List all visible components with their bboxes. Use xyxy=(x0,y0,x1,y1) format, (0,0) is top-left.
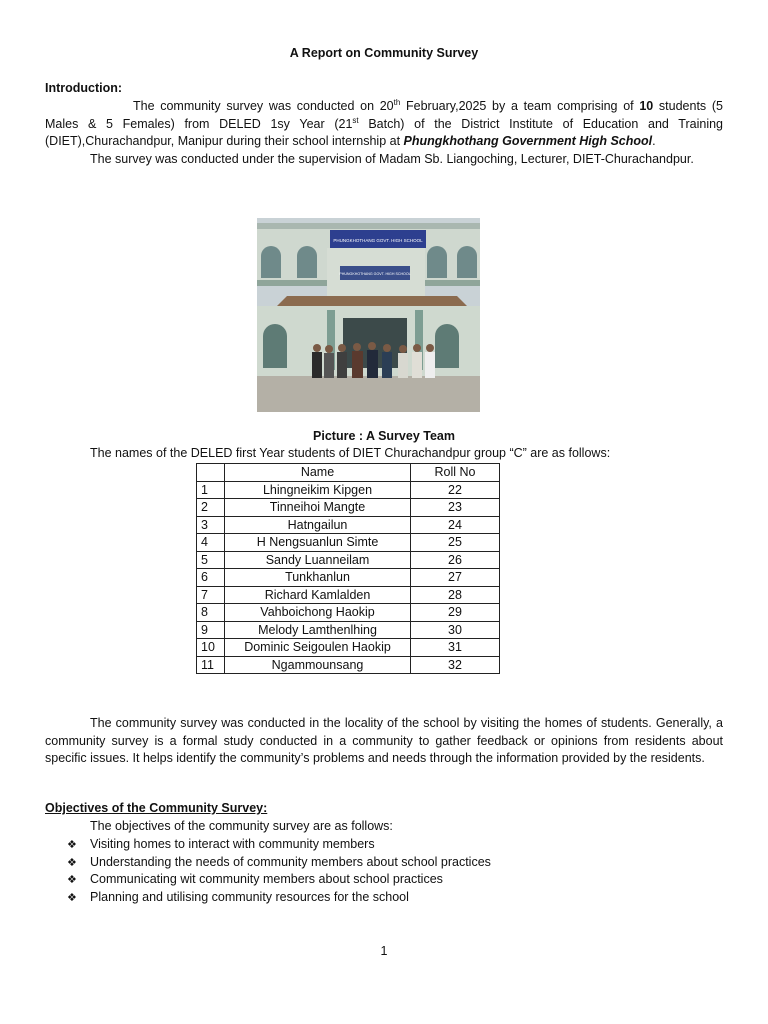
serial-cell: 10 xyxy=(197,639,225,657)
photo-sign-main: PHUNGKHOTHANG GOVT. HIGH SCHOOL xyxy=(333,238,423,243)
name-cell: Sandy Luanneilam xyxy=(225,551,411,569)
header-roll: Roll No xyxy=(411,464,500,482)
introduction-paragraph xyxy=(45,98,723,168)
intro-sup-2: st xyxy=(352,115,359,125)
roll-cell: 32 xyxy=(411,656,500,674)
table-row xyxy=(197,551,500,569)
name-cell: Tunkhanlun xyxy=(225,569,411,587)
list-item xyxy=(67,871,491,889)
table-row xyxy=(197,499,500,517)
serial-cell: 8 xyxy=(197,604,225,622)
survey-paragraph xyxy=(45,715,723,768)
serial-cell: 4 xyxy=(197,534,225,552)
supervision-text: The survey was conducted under the supervision of Madam Sb. Liangoching, Lecturer, DIET-Churachandpur. xyxy=(90,151,694,166)
name-cell: Hatngailun xyxy=(225,516,411,534)
intro-text-3: students (5 Males & 5 Females) from DELED 1sy Year (21 xyxy=(45,99,723,131)
roll-cell: 23 xyxy=(411,499,500,517)
page-number: 1 xyxy=(380,944,388,958)
roll-cell: 28 xyxy=(411,586,500,604)
list-item xyxy=(67,836,491,854)
intro-text-4: Batch) of the District Institute of Education and Training (DIET),Churachandpur, Manipur during their school internship at xyxy=(45,116,723,148)
objective-text: Visiting homes to interact with community members xyxy=(90,837,375,851)
serial-cell: 2 xyxy=(197,499,225,517)
introduction-heading: Introduction: xyxy=(45,81,123,95)
table-row xyxy=(197,534,500,552)
report-title: A Report on Community Survey xyxy=(289,46,479,60)
bullet-icon: ❖ xyxy=(67,856,77,869)
survey-text: The community survey was conducted in the locality of the school by visiting the homes of students. Generally, a community survey is a formal study conducted in a community to gather feedback or opinions from residents about specific issues. It helps identify the community’s problems and needs through the information provided by the residents. xyxy=(45,716,723,765)
table-row xyxy=(197,639,500,657)
name-cell: Lhingneikim Kipgen xyxy=(225,481,411,499)
table-row xyxy=(197,516,500,534)
table-intro: The names of the DELED first Year students of DIET Churachandpur group “C” are as follows: xyxy=(90,446,611,460)
photo-sign-sub: PHUNGKHOTHANG GOVT. HIGH SCHOOL xyxy=(339,272,411,276)
student-count: 10 xyxy=(639,99,654,113)
survey-team-photo xyxy=(257,218,480,412)
bullet-icon: ❖ xyxy=(67,839,77,851)
table-row xyxy=(197,481,500,499)
roll-cell: 27 xyxy=(411,569,500,587)
name-cell: Richard Kamlalden xyxy=(225,586,411,604)
objectives-intro: The objectives of the community survey are as follows: xyxy=(90,819,393,833)
roll-cell: 30 xyxy=(411,621,500,639)
serial-cell: 9 xyxy=(197,621,225,639)
table-row xyxy=(197,621,500,639)
intro-text-2: February,2025 by a team comprising of xyxy=(400,99,640,113)
intro-sup-1: th xyxy=(393,97,401,107)
objectives-list xyxy=(67,836,491,906)
roll-cell: 29 xyxy=(411,604,500,622)
header-name: Name xyxy=(225,464,411,482)
name-cell: Tinneihoi Mangte xyxy=(225,499,411,517)
bullet-icon: ❖ xyxy=(67,874,77,886)
serial-cell: 1 xyxy=(197,481,225,499)
roll-cell: 31 xyxy=(411,639,500,657)
name-cell: Dominic Seigoulen Haokip xyxy=(225,639,411,657)
table-header-row xyxy=(197,464,500,482)
student-table xyxy=(196,463,500,674)
table-row xyxy=(197,604,500,622)
photo-caption: Picture : A Survey Team xyxy=(313,429,455,443)
roll-cell: 24 xyxy=(411,516,500,534)
objective-text: Planning and utilising community resources for the school xyxy=(90,889,409,904)
intro-text-1: The community survey was conducted on 20 xyxy=(133,99,394,113)
roll-cell: 22 xyxy=(411,481,500,499)
school-name: Phungkhothang Government High School xyxy=(403,134,653,148)
objectives-heading: Objectives of the Community Survey: xyxy=(45,801,268,815)
objective-text: Communicating wit community members about school practices xyxy=(90,872,443,886)
serial-cell: 6 xyxy=(197,569,225,587)
serial-cell: 7 xyxy=(197,586,225,604)
list-item xyxy=(67,854,491,872)
roll-cell: 26 xyxy=(411,551,500,569)
intro-text-5: . xyxy=(652,134,656,148)
name-cell: Vahboichong Haokip xyxy=(225,604,411,622)
header-serial xyxy=(197,464,225,482)
table-row xyxy=(197,656,500,674)
table-row xyxy=(197,586,500,604)
name-cell: Ngammounsang xyxy=(225,656,411,674)
list-item xyxy=(67,889,491,907)
serial-cell: 5 xyxy=(197,551,225,569)
name-cell: Melody Lamthenlhing xyxy=(225,621,411,639)
roll-cell: 25 xyxy=(411,534,500,552)
bullet-icon: ❖ xyxy=(67,891,77,904)
serial-cell: 11 xyxy=(197,656,225,674)
serial-cell: 3 xyxy=(197,516,225,534)
name-cell: H Nengsuanlun Simte xyxy=(225,534,411,552)
table-row xyxy=(197,569,500,587)
objective-text: Understanding the needs of community members about school practices xyxy=(90,854,491,869)
